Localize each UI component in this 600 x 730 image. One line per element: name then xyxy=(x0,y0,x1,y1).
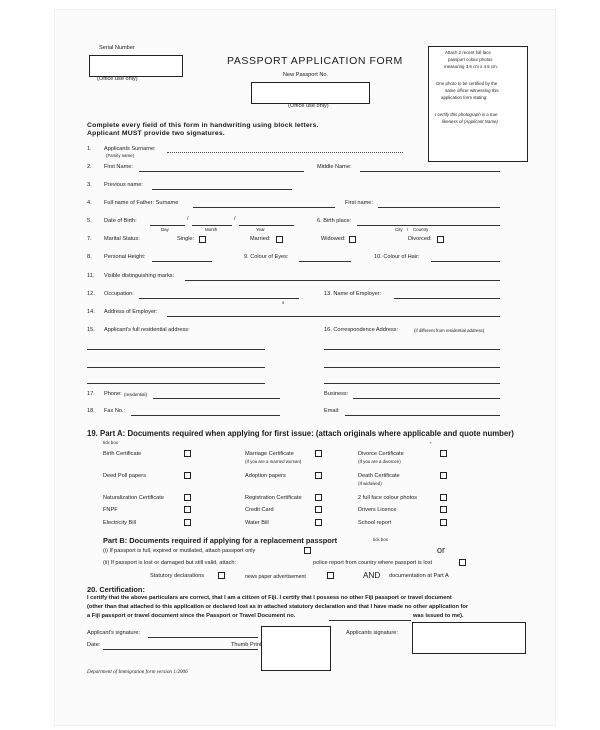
eye-colour-label: 9. Colour of Eyes: xyxy=(244,254,289,260)
part-b-item-1: (i) If passport is full, expired or mutilated, attach passport only xyxy=(103,548,256,554)
date-field[interactable] xyxy=(103,649,258,650)
phone-field[interactable] xyxy=(153,398,280,399)
correspondence-address-line[interactable] xyxy=(324,367,500,368)
travel-document-no-field[interactable] xyxy=(329,620,411,621)
police-report-checkbox[interactable] xyxy=(459,559,466,566)
photo-instruction-line: application form stating: xyxy=(441,95,488,100)
dob-year-sublabel: Year xyxy=(256,227,265,232)
distinguishing-marks-field[interactable] xyxy=(185,280,500,281)
divorce-certificate-checkbox[interactable] xyxy=(440,450,447,457)
correspondence-address-label: 16. Correspondence Address: xyxy=(324,327,399,333)
field-number: 8. xyxy=(87,254,92,260)
water-bill-checkbox[interactable] xyxy=(315,519,322,526)
office-use-label-1: (Office use only) xyxy=(97,76,138,82)
employer-address-label: Address of Employer: xyxy=(104,309,158,315)
asterisk-mark: * xyxy=(430,441,432,446)
birth-city-sublabel: City xyxy=(395,227,403,232)
dob-year-field[interactable] xyxy=(239,225,294,226)
field-number: 1. xyxy=(87,146,92,152)
date-label: Date: xyxy=(87,642,101,648)
newspaper-advert-checkbox[interactable] xyxy=(327,572,334,579)
occupation-label: Occupation: xyxy=(104,291,134,297)
applicants-signature-box[interactable] xyxy=(412,622,526,654)
part-b-item-2: (ii) If passport is lost or damaged but still valid, attach: xyxy=(103,560,237,566)
part-b-tick-box-label: tick box xyxy=(373,537,388,542)
residential-address-line[interactable] xyxy=(87,367,265,368)
new-passport-no-box[interactable] xyxy=(251,82,370,104)
field-number: 5. xyxy=(87,218,92,224)
part-a-doc-sublabel: (If you are a married woman) xyxy=(245,459,302,464)
single-checkbox[interactable] xyxy=(199,236,206,243)
email-field[interactable] xyxy=(345,415,500,416)
part-a-doc-label: Electricity Bill xyxy=(103,520,136,526)
serial-number-label: Serial Number xyxy=(99,45,135,51)
registration-certificate-checkbox[interactable] xyxy=(315,494,322,501)
field-number: 15. xyxy=(87,327,95,333)
part-a-doc-label: Birth Certificate xyxy=(103,451,142,457)
employer-name-field[interactable] xyxy=(394,298,500,299)
correspondence-address-line[interactable] xyxy=(324,349,500,350)
statutory-declarations-checkbox[interactable] xyxy=(218,572,225,579)
applicants-signature-label-2: Applicants signature: xyxy=(346,630,398,636)
field-number: 12. xyxy=(87,291,95,297)
birth-certificate-checkbox[interactable] xyxy=(184,450,191,457)
part-a-tick-box-label: tick box xyxy=(103,440,118,445)
birth-country-sublabel: Country xyxy=(413,227,429,232)
dob-month-field[interactable] xyxy=(192,225,232,226)
or-label: or xyxy=(437,545,446,555)
surname-label: Applicants Surname: xyxy=(104,146,156,152)
middle-name-label: Middle Name: xyxy=(317,164,352,170)
father-first-name-label: First name: xyxy=(345,200,373,206)
colour-photos-checkbox[interactable] xyxy=(440,494,447,501)
school-report-checkbox[interactable] xyxy=(440,519,447,526)
thumb-print-box[interactable] xyxy=(261,626,331,671)
part-a-doc-label: Marriage Certificate xyxy=(245,451,294,457)
widowed-checkbox[interactable] xyxy=(349,236,356,243)
business-phone-field[interactable] xyxy=(353,398,500,399)
residential-address-line[interactable] xyxy=(87,383,265,384)
certification-text-line: (other than that attached to this application or declared lost as in attached statutory declaration and that I have made no other application for xyxy=(87,604,469,610)
dob-day-sublabel: Day xyxy=(161,227,169,232)
newspaper-advert-label: news paper advertisement xyxy=(245,574,306,580)
birth-place-label: 6. Birth place: xyxy=(317,218,352,224)
form-title: PASSPORT APPLICATION FORM xyxy=(227,55,403,67)
father-surname-field[interactable] xyxy=(193,207,335,208)
surname-field[interactable] xyxy=(167,152,403,153)
field-number: 18. xyxy=(87,408,95,414)
part-a-doc-label: Adoption papers xyxy=(245,473,286,479)
email-label: Email: xyxy=(324,408,340,414)
photo-instruction-line: measuring 3.5 cm x 4.5 cm. xyxy=(444,64,498,69)
adoption-papers-checkbox[interactable] xyxy=(315,472,322,479)
previous-name-field[interactable] xyxy=(152,189,292,190)
business-phone-label: Business: xyxy=(324,391,349,397)
part-a-doc-label: Drivers Licence xyxy=(358,507,397,513)
widowed-label: Widowed: xyxy=(321,236,346,242)
middle-name-field[interactable] xyxy=(360,171,500,172)
part-a-doc-label: Water Bill xyxy=(245,520,269,526)
instruction-line-1: Complete every field of this form in handwriting using block letters. xyxy=(87,122,319,129)
phone-label: Phone: xyxy=(104,391,122,397)
applicant-signature-label: Applicant's signature: xyxy=(87,630,140,636)
correspondence-address-line[interactable] xyxy=(324,383,500,384)
field-number: 17. xyxy=(87,391,95,397)
part-a-doc-label: Credit Card xyxy=(245,507,274,513)
photo-instruction-line: passport colour photos xyxy=(448,57,493,62)
part-a-doc-sublabel: (If widowed) xyxy=(358,481,382,486)
height-field[interactable] xyxy=(152,261,212,262)
hair-colour-field[interactable] xyxy=(431,261,500,262)
office-use-label-2: (Office use only) xyxy=(288,103,329,109)
previous-name-label: Previous name: xyxy=(104,182,143,188)
father-surname-label: Full name of Father: Surname xyxy=(104,200,179,206)
photo-instruction-line: Attach 2 recent full face xyxy=(445,50,491,55)
distinguishing-marks-label: Visible distinguishing marks: xyxy=(104,273,175,279)
part-a-doc-label: Naturalization Certificate xyxy=(103,495,164,501)
married-checkbox[interactable] xyxy=(276,236,283,243)
fax-field[interactable] xyxy=(131,415,280,416)
certification-text-line: I certify that the above particulars are correct, that I am a citizen of Fiji. I certify that I possess no other Fiji passport or travel document xyxy=(87,595,452,601)
deed-poll-checkbox[interactable] xyxy=(184,472,191,479)
date-of-birth-label: Date of Birth: xyxy=(104,218,137,224)
instruction-line-2: Applicant MUST provide two signatures. xyxy=(87,130,225,137)
employer-name-label: 13. Name of Employer: xyxy=(324,291,382,297)
height-label: Personal Height: xyxy=(104,254,146,260)
certification-heading: 20. Certification: xyxy=(87,585,145,594)
divorced-checkbox[interactable] xyxy=(437,236,444,243)
part-b-heading: Part B: Documents required if applying for a replacement passport xyxy=(103,536,338,545)
part-a-heading: 19. Part A: Documents required when applying for first issue: (attach originals where applicable and quote number) xyxy=(87,429,514,438)
dob-month-sublabel: Month xyxy=(205,227,218,232)
photo-instruction-line: same officer witnessing this xyxy=(445,88,499,93)
single-label: Single: xyxy=(177,236,195,242)
photo-instruction-line: One photo to be certified by the xyxy=(436,81,498,86)
and-label: AND xyxy=(363,571,381,580)
dob-day-field[interactable] xyxy=(150,225,185,226)
passport-full-checkbox[interactable] xyxy=(304,547,311,554)
first-name-label: First Name: xyxy=(104,164,133,170)
naturalization-checkbox[interactable] xyxy=(184,494,191,501)
surname-sublabel: (Family name) xyxy=(106,153,135,158)
part-a-doc-label: Registration Certificate xyxy=(245,495,302,501)
police-report-label: police report from country where passport is lost xyxy=(313,560,433,566)
serial-number-box[interactable] xyxy=(89,55,183,77)
field-number: 14. xyxy=(87,309,95,315)
field-number: 11. xyxy=(87,273,95,279)
part-a-doc-label: Death Certificate xyxy=(358,473,400,479)
part-a-doc-label: School report xyxy=(358,520,392,526)
correspondence-address-sublabel: (if different from residential address) xyxy=(414,328,485,333)
first-name-field[interactable] xyxy=(139,171,304,172)
marriage-certificate-checkbox[interactable] xyxy=(315,450,322,457)
occupation-field[interactable] xyxy=(139,298,299,299)
credit-card-checkbox[interactable] xyxy=(315,506,322,513)
birth-place-field[interactable] xyxy=(357,225,500,226)
applicant-signature-field[interactable] xyxy=(148,637,258,638)
residential-address-line[interactable] xyxy=(87,349,265,350)
hair-colour-label: 10. Colour of Hair: xyxy=(374,254,420,260)
fnpf-checkbox[interactable] xyxy=(184,506,191,513)
part-a-doc-label: FNPF xyxy=(103,507,118,513)
field-number: 4. xyxy=(87,200,92,206)
employer-address-field[interactable] xyxy=(167,316,500,317)
electricity-bill-checkbox[interactable] xyxy=(184,519,191,526)
divorced-label: Divorced: xyxy=(408,236,432,242)
photo-instruction-line: likeness of (Applicant Name) xyxy=(442,119,498,124)
phone-sublabel: (residential) xyxy=(124,392,147,397)
death-certificate-checkbox[interactable] xyxy=(440,472,447,479)
married-label: Married: xyxy=(250,236,271,242)
fax-label: Fax No.: xyxy=(104,408,126,414)
statutory-declarations-label: Statutory declarations xyxy=(150,573,205,579)
new-passport-no-label: New Passport No. xyxy=(283,72,329,78)
residential-address-label: Applicant's full residential address: xyxy=(104,327,190,333)
part-a-doc-label: Deed Poll papers xyxy=(103,473,146,479)
marital-status-label: Marital Status: xyxy=(104,236,140,242)
thumb-print-label: Thumb Print xyxy=(231,642,262,648)
documentation-part-a-label: documentation at Part A xyxy=(389,573,449,579)
drivers-licence-checkbox[interactable] xyxy=(440,506,447,513)
certification-text-line: a Fiji passport or travel document since the Passport or Travel Document no. xyxy=(87,613,296,619)
field-number: 3. xyxy=(87,182,92,188)
part-a-doc-sublabel: (If you are a divorcee) xyxy=(358,459,401,464)
passport-application-form: Serial Number (Office use only) PASSPORT APPLICATION FORM New Passport No. (Office use only) Attach 2 recent full face passport colour photos measuring 3.5 cm x 4.5 cm. One photo to be certified by the same officer witnessing this application form stating: I certify this photograph is a true likeness of (Applicant Name) Complete every field of this form in handwriting using block letters. Applicant MUST provide two signatures. 1. Applicants Surname: (Family name) 2. First Name: Middle Name: 3. Previous name: 4. Full name of Father: Surname First name: 5. Date of Birth: / / Day Month Year 6. Birth place: City / Country 7. Marital Status: Single: Married: Widowed: Divorced: 8. Personal Height: 9. Colour of Eyes: 10. Colour of Hair: 11. Visible distinguishing marks: 12. Occupation: s 13. Name of Employer: 14. Address of Employer: 15. Applicant's full residential address: 16. Correspondence Address: (if different from residential address) 17. Phone: (residential) Business: 18. Fax No.: Email: 19. Part A: Documents required when applying for first issue: (attach originals where applicable and quote number) tick box * Birth Certificate Deed Poll papers Naturalization Certificate FNPF Electricity Bill Marriage Certificate (If you are a married woman) Adoption papers Registration Certificate Credit Card Water Bill Divorce Certificate (If you are a divorcee) Death Certificate (If widowed) 2 full face colour photos Drivers Licence School report Part B: Documents required if applying for a replacement passport tick box (i) If passport is full, expired or mutilated, attach passport only or (ii) If passport is lost or damaged but still valid, attach: police report from country where passport is lost Statutory declarations news paper advertisement AND documentation at Part A 20. Certification: I certify that the above particulars are correct, that I am a citizen of Fiji. I certify that I possess no other Fiji passport or travel document (other than that attached to this application or declared lost as in attached statutory declaration and that I have made no other application for a Fiji passport or travel document since the Passport or Travel Document no. was issued to me). Applicant's signature: Date: Thumb Print Applicants signature: Department of Immigration form version 1/2006 xyxy=(55,10,555,725)
certification-text-line: was issued to me). xyxy=(413,613,464,619)
part-a-doc-label: Divorce Certificate xyxy=(358,451,404,457)
field-number: 2. xyxy=(87,164,92,170)
part-a-doc-label: 2 full face colour photos xyxy=(358,495,418,501)
footer-form-version: Department of Immigration form version 1/2006 xyxy=(87,669,188,675)
father-first-name-field[interactable] xyxy=(378,207,500,208)
eye-colour-field[interactable] xyxy=(299,261,351,262)
photo-instruction-line: I certify this photograph is a true xyxy=(435,112,498,117)
field-number: 7. xyxy=(87,236,92,242)
